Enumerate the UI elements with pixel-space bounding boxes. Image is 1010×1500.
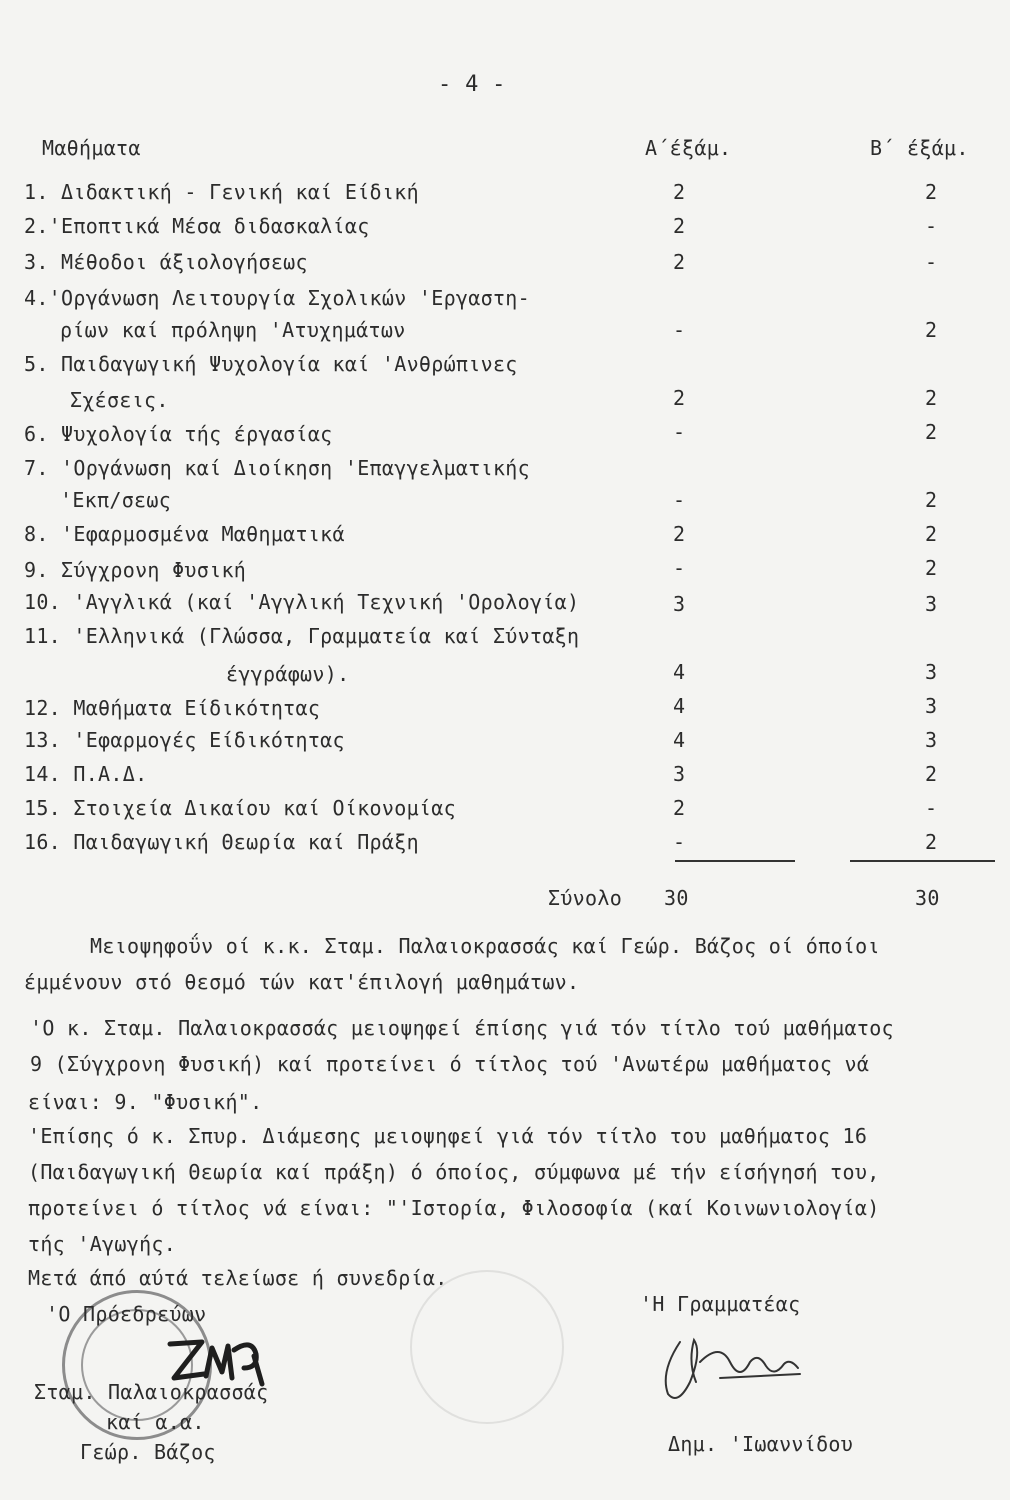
semester-a-value: - [673,318,686,342]
semester-b-value: - [925,250,938,274]
total-label: Σύνολο [548,886,623,910]
body-line: έμμένουν στό θεσμό τών κατ'έπιλογή μαθημάτων. [24,970,580,994]
subject-line: 16. Παιδαγωγική Θεωρία καί Πράξη [24,830,419,854]
subject-line: 4.'Οργάνωση Λειτουργία Σχολικών 'Εργαστη- [24,286,530,310]
semester-a-value: 4 [673,660,686,684]
semester-b-value: 2 [925,762,938,786]
semester-b-value: 3 [925,660,938,684]
total-separator [675,860,795,862]
semester-a-value: 2 [673,214,686,238]
subject-line: 9. Σύγχρονη Φυσική [24,558,247,582]
signature-left-name: Σταμ. Παλαιοκρασσάς [34,1380,269,1404]
subject-line: 10. 'Αγγλικά (καί 'Αγγλική Τεχνική 'Ορολογία) [24,590,580,614]
subject-line: 8. 'Εφαρμοσμένα Μαθηματικά [24,522,345,546]
semester-a-value: 3 [673,762,686,786]
subject-line-continued: 'Εκπ/σεως [60,488,172,512]
header-semester-b: Β΄ έξάμ. [870,136,969,160]
semester-b-value: 3 [925,592,938,616]
page-number: - 4 - [438,72,506,97]
semester-b-value: 2 [925,420,938,444]
semester-a-value: 2 [673,522,686,546]
semester-a-value: 2 [673,796,686,820]
semester-b-value: 3 [925,728,938,752]
semester-b-value: 2 [925,556,938,580]
semester-a-value: - [673,556,686,580]
subject-line: 11. 'Ελληνικά (Γλώσσα, Γραμματεία καί Σύνταξη [24,624,580,648]
subject-line: 12. Μαθήματα Είδικότητας [24,696,321,720]
semester-a-value: 3 [673,592,686,616]
semester-a-value: - [673,420,686,444]
subject-line: 15. Στοιχεία Δικαίου καί Οίκονομίας [24,796,456,820]
subject-line: 13. 'Εφαρμογές Είδικότητας [24,728,345,752]
semester-b-value: - [925,796,938,820]
subject-line-continued: Σχέσεις. [70,388,169,412]
subject-line: 5. Παιδαγωγική Ψυχολογία καί 'Ανθρώπινες [24,352,518,376]
header-subjects: Μαθήματα [42,136,141,160]
total-semester-b: 30 [915,886,940,910]
signature-left-second-name: Γεώρ. Βάζος [80,1440,216,1464]
body-line: τής 'Αγωγής. [28,1232,177,1256]
semester-a-value: 2 [673,180,686,204]
semester-b-value: 2 [925,522,938,546]
semester-a-value: 2 [673,386,686,410]
body-line: 9 (Σύγχρονη Φυσική) καί προτείνει ό τίτλος τού 'Ανωτέρω μαθήματος νά [30,1052,870,1076]
signature-right-role: 'Η Γραμματέας [640,1292,801,1316]
semester-b-value: 2 [925,386,938,410]
semester-a-value: 4 [673,694,686,718]
subject-line: 3. Μέθοδοι άξιολογήσεως [24,250,308,274]
body-line: είναι: 9. "Φυσική". [28,1090,263,1114]
subject-line: 14. Π.Α.Δ. [24,762,148,786]
body-line: 'Επίσης ό κ. Σπυρ. Διάμεσης μειοψηφεί γιά τόν τίτλο του μαθήματος 16 [28,1124,868,1148]
body-line: Μειοψηφοΰν οί κ.κ. Σταμ. Παλαιοκρασσάς καί Γεώρ. Βάζος οί όποίοι [90,934,880,958]
total-separator [850,860,995,862]
signature-right-name: Δημ. 'Ιωαννίδου [668,1432,854,1456]
body-line: προτείνει ό τίτλος νά είναι: "'Ιστορία, Φιλοσοφία (καί Κοινωνιολογία) [28,1196,880,1220]
subject-line: 1. Διδακτική - Γενική καί Είδική [24,180,419,204]
semester-b-value: 2 [925,830,938,854]
body-line: 'Ο κ. Σταμ. Παλαιοκρασσάς μειοψηφεί έπίσης γιά τόν τίτλο τού μαθήματος [30,1016,894,1040]
signature-right-mark [650,1322,820,1412]
body-line: (Παιδαγωγική Θεωρία καί πράξη) ό όποίος, σύμφωνα μέ τήν είσήγησή του, [28,1160,880,1184]
semester-a-value: - [673,488,686,512]
subject-line-continued: ρίων καί πρόληψη 'Ατυχημάτων [60,318,406,342]
body-line: Μετά άπό αύτά τελείωσε ή συνεδρία. [28,1266,448,1290]
semester-a-value: - [673,830,686,854]
semester-b-value: 2 [925,180,938,204]
total-semester-a: 30 [664,886,689,910]
signature-left-mark [162,1328,282,1388]
semester-b-value: - [925,214,938,238]
signature-left-suffix: καί α.α. [106,1410,205,1434]
faint-seal-stamp [410,1270,564,1424]
subject-line-continued: έγγράφων). [226,662,350,686]
subject-line: 6. Ψυχολογία τής έργασίας [24,422,333,446]
semester-b-value: 2 [925,488,938,512]
header-semester-a: Α΄έξάμ. [645,136,732,160]
semester-b-value: 2 [925,318,938,342]
semester-b-value: 3 [925,694,938,718]
signature-left-role: 'Ο Πρόεδρεύων [46,1302,207,1326]
semester-a-value: 4 [673,728,686,752]
subject-line: 2.'Εποπτικά Μέσα διδασκαλίας [24,214,370,238]
semester-a-value: 2 [673,250,686,274]
subject-line: 7. 'Οργάνωση καί Διοίκηση 'Επαγγελματικής [24,456,530,480]
